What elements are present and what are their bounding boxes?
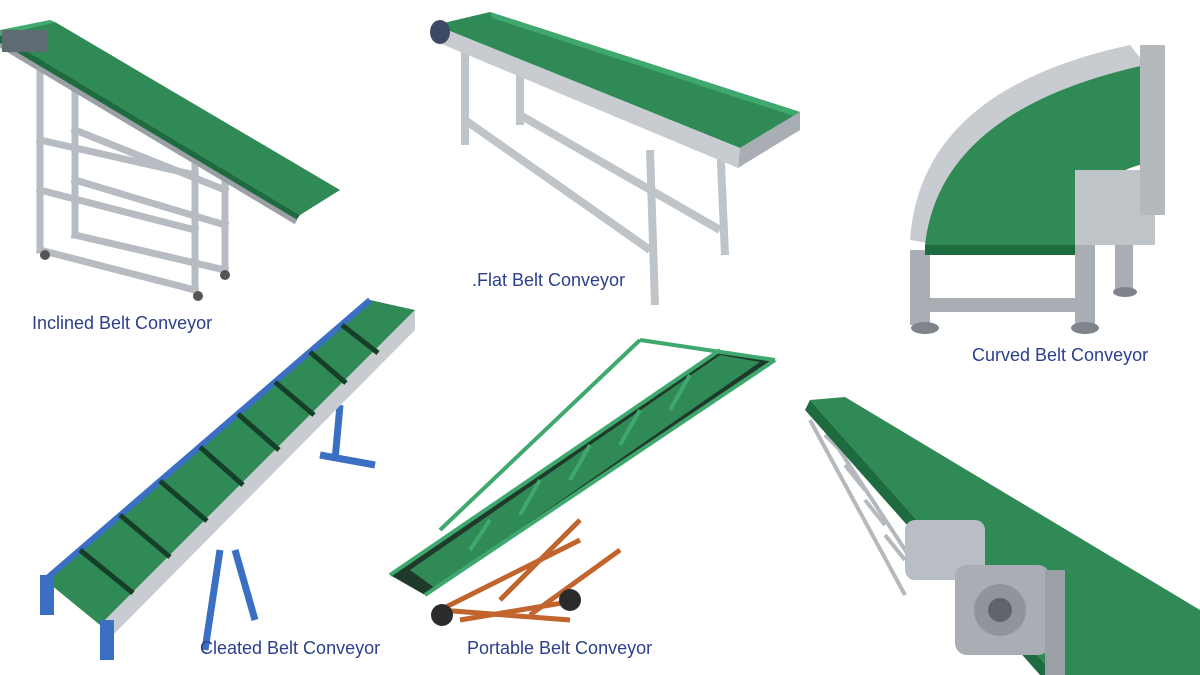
portable-belt-conveyor (380, 330, 800, 675)
curved-caption: Curved Belt Conveyor (972, 345, 1149, 365)
inclined-belt-conveyor (0, 0, 360, 340)
cleated-belt-conveyor (30, 295, 430, 675)
inclined-caption: Inclined Belt Conveyor (32, 313, 213, 333)
curved-conveyor-illustration (880, 30, 1200, 375)
cleated-caption: Cleated Belt Conveyor (200, 638, 381, 658)
truss-conveyor-illustration (805, 395, 1200, 675)
portable-caption: Portable Belt Conveyor (467, 638, 653, 658)
cleated-conveyor-illustration (30, 295, 430, 675)
flat-belt-conveyor (420, 0, 820, 320)
curved-belt-conveyor (880, 30, 1200, 375)
truss-belt-conveyor (805, 395, 1200, 675)
portable-conveyor-illustration (380, 330, 800, 675)
inclined-conveyor-illustration (0, 0, 360, 340)
flat-caption: .Flat Belt Conveyor (472, 270, 626, 290)
